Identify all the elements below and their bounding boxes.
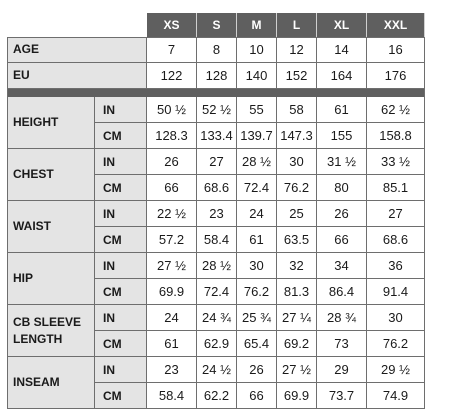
cell-in-5: 27 — [367, 201, 425, 227]
cell-cm-2: 139.7 — [237, 123, 277, 149]
cell-in-4: 26 — [317, 201, 367, 227]
cell-cm-5: 158.8 — [367, 123, 425, 149]
measurement-label: CB SLEEVE LENGTH — [7, 305, 95, 357]
section-separator — [7, 89, 425, 97]
cell-in-4: 28 ¾ — [317, 305, 367, 331]
cell-in-0: 27 ½ — [147, 253, 197, 279]
cell-cm-2: 72.4 — [237, 175, 277, 201]
cell-eu-2: 140 — [237, 63, 277, 89]
cell-in-1: 28 ½ — [197, 253, 237, 279]
unit-label-in: IN — [95, 305, 147, 331]
cell-cm-0: 57.2 — [147, 227, 197, 253]
cell-cm-3: 63.5 — [277, 227, 317, 253]
cell-cm-5: 76.2 — [367, 331, 425, 357]
cell-in-2: 28 ½ — [237, 149, 277, 175]
cell-in-1: 27 — [197, 149, 237, 175]
cell-cm-3: 76.2 — [277, 175, 317, 201]
cell-cm-4: 155 — [317, 123, 367, 149]
cell-in-3: 25 — [277, 201, 317, 227]
unit-label-in: IN — [95, 149, 147, 175]
cell-in-0: 26 — [147, 149, 197, 175]
cell-in-3: 32 — [277, 253, 317, 279]
cell-in-5: 62 ½ — [367, 97, 425, 123]
cell-cm-5: 91.4 — [367, 279, 425, 305]
cell-in-5: 30 — [367, 305, 425, 331]
row-label-age: AGE — [7, 37, 147, 63]
cell-age-3: 12 — [277, 37, 317, 63]
unit-label-cm: CM — [95, 175, 147, 201]
size-header-xs: XS — [147, 13, 197, 37]
size-header-s: S — [197, 13, 237, 37]
unit-label-cm: CM — [95, 123, 147, 149]
cell-in-1: 24 ½ — [197, 357, 237, 383]
measurement-label: WAIST — [7, 201, 95, 253]
cell-cm-2: 61 — [237, 227, 277, 253]
cell-cm-4: 66 — [317, 227, 367, 253]
cell-in-5: 33 ½ — [367, 149, 425, 175]
cell-age-1: 8 — [197, 37, 237, 63]
cell-age-5: 16 — [367, 37, 425, 63]
cell-eu-1: 128 — [197, 63, 237, 89]
cell-cm-2: 76.2 — [237, 279, 277, 305]
cell-in-1: 52 ½ — [197, 97, 237, 123]
unit-label-in: IN — [95, 253, 147, 279]
cell-cm-1: 72.4 — [197, 279, 237, 305]
cell-in-4: 34 — [317, 253, 367, 279]
cell-in-3: 27 ¼ — [277, 305, 317, 331]
cell-in-3: 58 — [277, 97, 317, 123]
size-header-l: L — [277, 13, 317, 37]
cell-in-0: 24 — [147, 305, 197, 331]
cell-in-0: 50 ½ — [147, 97, 197, 123]
cell-cm-1: 62.9 — [197, 331, 237, 357]
size-header-xxl: XXL — [367, 13, 425, 37]
measurement-label: INSEAM — [7, 357, 95, 409]
unit-label-cm: CM — [95, 279, 147, 305]
unit-label-in: IN — [95, 97, 147, 123]
cell-eu-0: 122 — [147, 63, 197, 89]
cell-cm-3: 69.2 — [277, 331, 317, 357]
cell-cm-3: 69.9 — [277, 383, 317, 409]
cell-in-4: 31 ½ — [317, 149, 367, 175]
unit-label-cm: CM — [95, 383, 147, 409]
cell-in-2: 55 — [237, 97, 277, 123]
measurement-label: HEIGHT — [7, 97, 95, 149]
cell-cm-3: 81.3 — [277, 279, 317, 305]
unit-label-cm: CM — [95, 227, 147, 253]
cell-in-0: 22 ½ — [147, 201, 197, 227]
cell-cm-0: 61 — [147, 331, 197, 357]
cell-age-2: 10 — [237, 37, 277, 63]
cell-in-5: 29 ½ — [367, 357, 425, 383]
cell-cm-1: 58.4 — [197, 227, 237, 253]
cell-cm-4: 73.7 — [317, 383, 367, 409]
cell-eu-5: 176 — [367, 63, 425, 89]
cell-cm-2: 65.4 — [237, 331, 277, 357]
cell-in-0: 23 — [147, 357, 197, 383]
cell-in-2: 30 — [237, 253, 277, 279]
cell-cm-5: 85.1 — [367, 175, 425, 201]
cell-cm-0: 66 — [147, 175, 197, 201]
size-header-xl: XL — [317, 13, 367, 37]
cell-in-2: 24 — [237, 201, 277, 227]
cell-in-4: 61 — [317, 97, 367, 123]
cell-cm-1: 68.6 — [197, 175, 237, 201]
cell-cm-3: 147.3 — [277, 123, 317, 149]
cell-in-4: 29 — [317, 357, 367, 383]
cell-age-0: 7 — [147, 37, 197, 63]
cell-in-2: 26 — [237, 357, 277, 383]
cell-in-2: 25 ¾ — [237, 305, 277, 331]
measurement-label: HIP — [7, 253, 95, 305]
cell-in-3: 27 ½ — [277, 357, 317, 383]
cell-in-1: 24 ¾ — [197, 305, 237, 331]
cell-cm-1: 133.4 — [197, 123, 237, 149]
cell-cm-0: 69.9 — [147, 279, 197, 305]
cell-cm-2: 66 — [237, 383, 277, 409]
cell-cm-5: 68.6 — [367, 227, 425, 253]
cell-eu-4: 164 — [317, 63, 367, 89]
cell-in-5: 36 — [367, 253, 425, 279]
cell-cm-1: 62.2 — [197, 383, 237, 409]
unit-label-in: IN — [95, 201, 147, 227]
cell-cm-4: 80 — [317, 175, 367, 201]
row-label-eu: EU — [7, 63, 147, 89]
cell-cm-0: 58.4 — [147, 383, 197, 409]
measurement-label: CHEST — [7, 149, 95, 201]
cell-cm-4: 86.4 — [317, 279, 367, 305]
cell-cm-0: 128.3 — [147, 123, 197, 149]
cell-cm-4: 73 — [317, 331, 367, 357]
cell-in-1: 23 — [197, 201, 237, 227]
cell-age-4: 14 — [317, 37, 367, 63]
cell-in-3: 30 — [277, 149, 317, 175]
size-header-m: M — [237, 13, 277, 37]
cell-eu-3: 152 — [277, 63, 317, 89]
unit-label-cm: CM — [95, 331, 147, 357]
unit-label-in: IN — [95, 357, 147, 383]
cell-cm-5: 74.9 — [367, 383, 425, 409]
